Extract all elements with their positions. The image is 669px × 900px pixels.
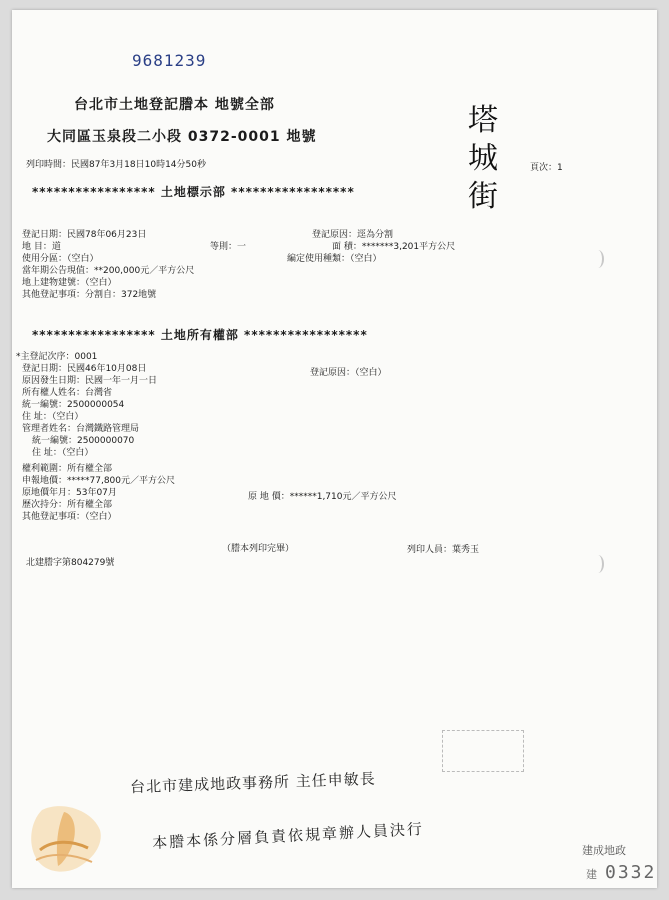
owner-id-number: 統一編號：2500000054: [22, 400, 125, 410]
land-reg-reason: 登記原因：逕為分割: [312, 230, 394, 240]
document-title: 台北市土地登記謄本 地號全部: [74, 97, 275, 113]
delegation-signature: 本謄本係分層負責依規章辦人員決行: [151, 819, 425, 853]
section-owner-header: ***************** 土地所有權部 *****************: [32, 328, 368, 342]
page-number: 頁次：1: [530, 163, 563, 173]
manager-id-number: 統一編號：2500000070: [32, 436, 135, 446]
land-use-type: 編定使用種類：（空白）: [287, 254, 382, 264]
end-note: （謄本列印完畢）: [222, 544, 295, 554]
share-holding: 歷次持分：所有權全部: [22, 500, 113, 510]
document-number: 北建謄字第804279號: [26, 558, 115, 568]
prior-value-date: 原地價年月：53年07月: [22, 488, 117, 498]
land-grade: 等則：一: [210, 242, 247, 252]
owner-reg-date: 登記日期：民國46年10月08日: [22, 364, 147, 374]
section-land-header: ***************** 土地標示部 *****************: [32, 185, 355, 199]
land-announced-value: 當年期公告現值：**200,000元／平方公尺: [22, 266, 195, 276]
land-reg-date: 登記日期：民國78年06月23日: [22, 230, 147, 240]
manager-address: 住 址：（空白）: [32, 448, 94, 458]
document-page: [12, 10, 657, 888]
owner-other-items: 其他登記事項：（空白）: [22, 512, 117, 522]
print-time: 列印時間：民國87年3月18日10時14分50秒: [26, 160, 206, 170]
land-zoning: 使用分區：（空白）: [22, 254, 99, 264]
declared-value: 申報地價：*****77,800元／平方公尺: [22, 476, 175, 486]
manager-name: 管理者姓名：台灣鐵路管理局: [22, 424, 140, 434]
street-name-stamp: [460, 102, 506, 216]
land-area: 面 積：*******3,201平方公尺: [332, 242, 456, 252]
parcel-title: 大同區玉泉段二小段 0372-0001 地號: [47, 129, 317, 145]
office-label: 建成地政: [582, 844, 626, 857]
owner-name: 所有權人姓名：台灣省: [22, 388, 113, 398]
land-category: 地 目：道: [22, 242, 61, 252]
land-building-number: 地上建物建號：（空白）: [22, 278, 117, 288]
faint-stamp-outline: [442, 730, 524, 772]
stamp-char: 塔: [468, 103, 498, 138]
owner-cause-date: 原因發生日期：民國一年一月一日: [22, 376, 158, 386]
punch-mark: [592, 250, 604, 268]
serial-number: 9681239: [132, 51, 207, 70]
owner-address: 住 址：（空白）: [22, 412, 84, 422]
owner-reg-reason: 登記原因：（空白）: [310, 368, 387, 378]
office-code-prefix: 建: [586, 868, 597, 881]
owner-seq: *主登記次序：0001: [16, 352, 98, 362]
right-scope: 權利範圍：所有權全部: [22, 464, 113, 474]
office-signature: 台北市建成地政事務所 主任申敏長: [129, 769, 377, 797]
prior-value: 原 地 價：******1,710元／平方公尺: [248, 492, 397, 502]
stamp-char: 街: [468, 179, 498, 214]
office-code: [586, 862, 656, 883]
land-other-items: 其他登記事項：分割自：372地號: [22, 290, 157, 300]
printer-name: 列印人員：葉秀玉: [407, 545, 480, 555]
office-code-number: 0332: [605, 862, 657, 883]
stamp-char: 城: [468, 141, 498, 176]
punch-mark: [592, 555, 604, 573]
taiwan-logo-icon: [22, 800, 112, 880]
